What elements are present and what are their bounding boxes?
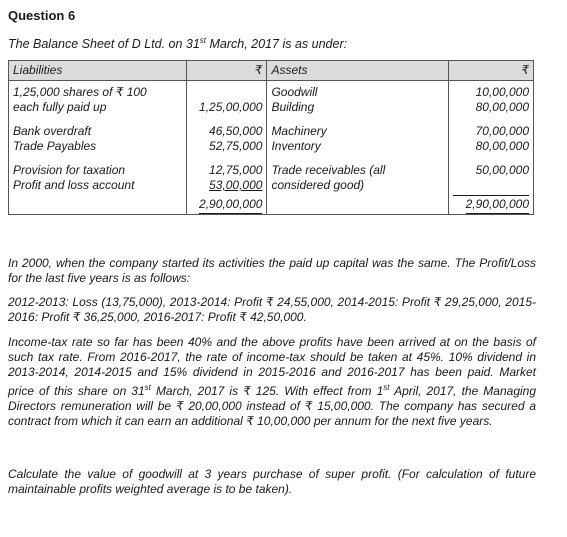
rupee-header-2: ₹ — [448, 61, 533, 81]
paragraph-history: In 2000, when the company started its activities the paid up capital was the same. The Profit/Loss for the last five years is as follows: — [8, 256, 536, 285]
paragraph-details: Income-tax rate so far has been 40% and the above profits have been arrived at on the basis of such tax rate. From 2016-2017, the rate of income-tax should be taken at 45%. 10% dividend in 2013-2014, 2014-2015 and 15% dividend in 2015-2016 and 2016-2017 has been paid. Market price of this share on 31st March, 2017 is ₹ 125. With effect from 1st April, 2017, the Managing Directors remuneration will be ₹ 20,00,000 instead of ₹ 15,00,000. The company has secured a contract from which it can earn an additional ₹ 10,00,000 per annum for the next five years. — [8, 335, 537, 428]
question-heading: Question 6 — [8, 8, 76, 23]
balance-sheet-totals — [9, 196, 534, 215]
rupee-header-1: ₹ — [187, 61, 267, 81]
liabilities-amounts: 1,25,00,000 46,50,000 52,75,000 12,75,000 53,00,000 — [187, 81, 267, 197]
paragraph-profits: 2012-2013: Loss (13,75,000), 2013-2014: Profit ₹ 24,55,000, 2014-2015: Profit ₹ 29,25,000, 2015-2016: Profit ₹ 36,25,000, 2016-2017: Profit ₹ 42,50,000. — [8, 295, 536, 324]
assets-amounts: 10,00,000 80,00,000 70,00,000 80,00,000 50,00,000 — [448, 81, 533, 197]
balance-sheet-table — [8, 60, 534, 215]
paragraph-question: Calculate the value of goodwill at 3 years purchase of super profit. (For calculation of future maintainable profits weighted average is to be taken). — [8, 467, 536, 496]
intro-text: The Balance Sheet of D Ltd. on 31st March, 2017 is as under: — [8, 36, 348, 52]
assets-column: Goodwill Building Machinery Inventory Trade receivables (all considered good) — [267, 81, 448, 197]
liabilities-header: Liabilities — [9, 61, 187, 81]
balance-sheet-header — [9, 61, 534, 81]
liabilities-total: 2,90,00,000 — [199, 197, 262, 214]
balance-sheet-body — [9, 81, 534, 197]
assets-total: 2,90,00,000 — [466, 197, 529, 214]
assets-header: Assets — [267, 61, 448, 81]
liabilities-column: 1,25,000 shares of ₹ 100 each fully paid up Bank overdraft Trade Payables Provision for taxation Profit and loss account — [9, 81, 187, 197]
